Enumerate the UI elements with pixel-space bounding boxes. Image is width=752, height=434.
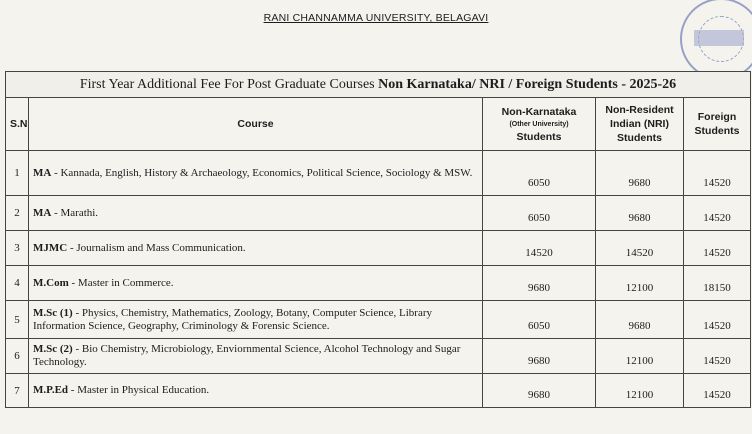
- row-fee-nri: 9680: [596, 301, 684, 339]
- row-fee-non-karnataka: 6050: [483, 196, 596, 231]
- row-sn: 1: [6, 151, 29, 196]
- row-course-code: MJMC: [33, 241, 68, 254]
- row-sn: 2: [6, 196, 29, 231]
- university-seal: [680, 0, 752, 80]
- row-course: [29, 231, 483, 266]
- row-fee-nri: 12100: [596, 374, 684, 408]
- fee-table: [5, 71, 751, 408]
- row-course: [29, 301, 483, 339]
- table-title-prefix: First Year Additional Fee For Post Graduate Courses: [79, 77, 379, 92]
- col-course: Course: [29, 98, 483, 151]
- row-course: [29, 266, 483, 301]
- col-non-karnataka-title: Non-Karnataka: [501, 105, 577, 118]
- row-fee-foreign: 14520: [684, 374, 751, 408]
- row-fee-nri: 12100: [596, 266, 684, 301]
- row-fee-nri: 12100: [596, 339, 684, 374]
- row-fee-non-karnataka: 9680: [483, 374, 596, 408]
- col-non-karnataka-sub: (Other University): [509, 120, 569, 128]
- row-course-desc: - Master in Physical Education.: [68, 384, 210, 396]
- row-fee-nri: 9680: [596, 196, 684, 231]
- row-course-code: M.Sc (2): [33, 343, 73, 355]
- row-course: [29, 339, 483, 374]
- row-sn: 6: [6, 339, 29, 374]
- row-course-desc: - Kannada, English, History & Archaeology, Economics, Political Science, Sociology & MSW.: [51, 166, 473, 179]
- row-fee-non-karnataka: 9680: [483, 339, 596, 374]
- row-course-desc: - Journalism and Mass Communication.: [67, 241, 246, 254]
- table-row: [6, 151, 751, 196]
- table-title: [6, 72, 751, 98]
- row-fee-foreign: 18150: [684, 266, 751, 301]
- row-fee-non-karnataka: 14520: [483, 231, 596, 266]
- row-sn: 3: [6, 231, 29, 266]
- table-row: [6, 266, 751, 301]
- col-non-karnataka-tail: Students: [516, 130, 562, 143]
- table-title-row: [6, 72, 751, 98]
- table-row: [6, 196, 751, 231]
- row-fee-foreign: 14520: [684, 301, 751, 339]
- row-course-desc: - Marathi.: [51, 206, 99, 219]
- row-course-code: M.P.Ed: [33, 384, 69, 396]
- row-course: [29, 374, 483, 408]
- row-fee-foreign: 14520: [684, 339, 751, 374]
- row-fee-foreign: 14520: [684, 151, 751, 196]
- row-sn: 4: [6, 266, 29, 301]
- row-fee-non-karnataka: 6050: [483, 151, 596, 196]
- row-fee-nri: 14520: [596, 231, 684, 266]
- row-course-desc: - Physics, Chemistry, Mathematics, Zoology, Botany, Computer Science, Library Information Science, Geography, Criminology & Forensic Science.: [33, 306, 432, 332]
- university-header: [0, 12, 752, 24]
- row-course-code: M.Com: [33, 276, 69, 289]
- row-course-code: MA: [33, 166, 52, 179]
- col-foreign: Foreign Students: [684, 98, 751, 151]
- col-sn: S.N: [6, 98, 29, 151]
- col-nri: Non-Resident Indian (NRI) Students: [596, 98, 684, 151]
- table-row: [6, 374, 751, 408]
- university-name: RANI CHANNAMMA UNIVERSITY, BELAGAVI: [263, 12, 489, 24]
- row-course-code: MA: [33, 206, 52, 219]
- row-course: [29, 196, 483, 231]
- table-row: [6, 231, 751, 266]
- row-fee-non-karnataka: 6050: [483, 301, 596, 339]
- row-course-desc: - Master in Commerce.: [68, 276, 174, 289]
- table-title-suffix: Non Karnataka/ NRI / Foreign Students - 2025-26: [378, 77, 677, 92]
- table-row: [6, 339, 751, 374]
- row-sn: 5: [6, 301, 29, 339]
- row-fee-foreign: 14520: [684, 196, 751, 231]
- row-fee-foreign: 14520: [684, 231, 751, 266]
- row-course: [29, 151, 483, 196]
- row-course-code: M.Sc (1): [33, 306, 73, 319]
- row-course-desc: - Bio Chemistry, Microbiology, Enviornmental Science, Alcohol Technology and Sugar Technology.: [33, 343, 461, 368]
- column-header-row: [6, 98, 751, 151]
- col-non-karnataka: [483, 98, 596, 151]
- row-fee-non-karnataka: 9680: [483, 266, 596, 301]
- seal-mark: [694, 30, 744, 46]
- table-row: [6, 301, 751, 339]
- row-fee-nri: 9680: [596, 151, 684, 196]
- row-sn: 7: [6, 374, 29, 408]
